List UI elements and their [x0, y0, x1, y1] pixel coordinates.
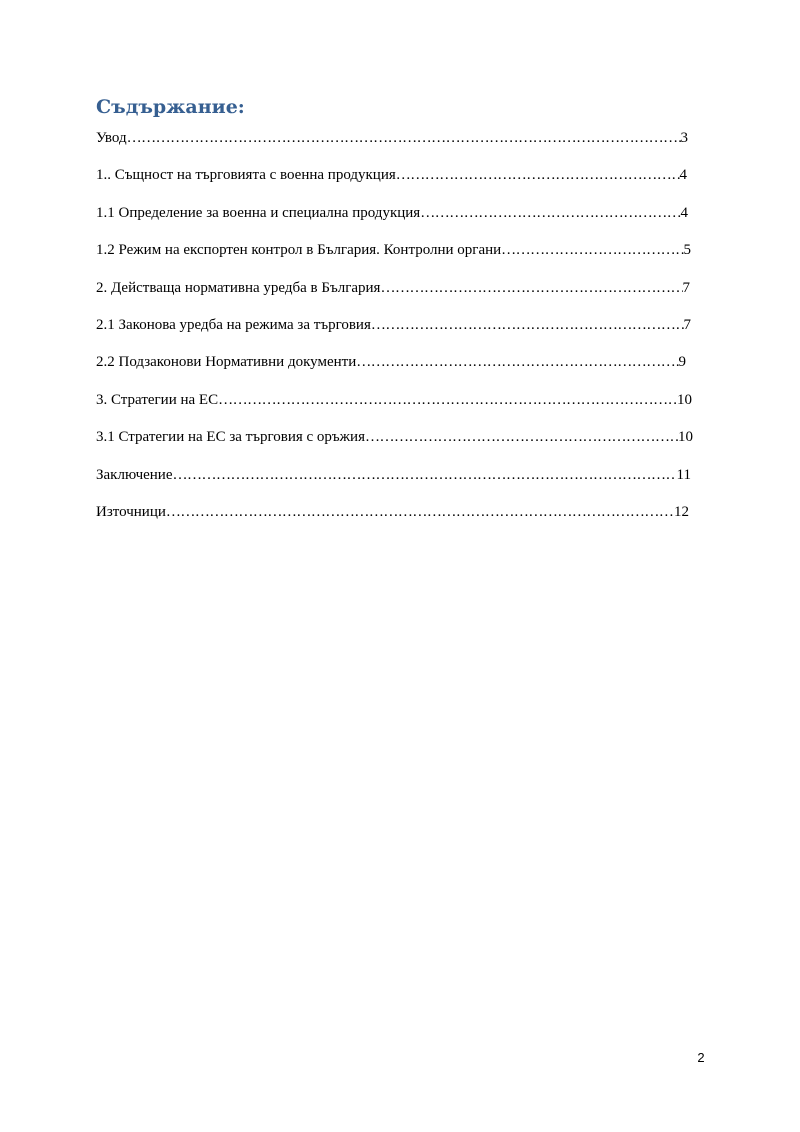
toc-entry-2[interactable]: [96, 278, 690, 298]
toc-entry-1-1[interactable]: [96, 203, 688, 223]
toc-dot-leader: [396, 165, 680, 185]
toc-entry-page: 9: [678, 354, 686, 371]
toc-dot-leader: [356, 352, 678, 372]
toc-entry-intro[interactable]: [96, 128, 688, 148]
toc-entry-label: 1.. Същност на търговията с военна продукция: [96, 167, 396, 184]
table-of-contents: [96, 128, 696, 539]
toc-dot-leader: [173, 465, 677, 485]
toc-entry-sources[interactable]: [96, 502, 689, 522]
toc-heading: Съдържание:: [96, 96, 245, 118]
toc-entry-page: 4: [679, 167, 687, 184]
toc-entry-page: 10: [678, 429, 693, 446]
toc-entry-label: Заключение: [96, 466, 173, 483]
toc-entry-1[interactable]: [96, 165, 687, 185]
toc-dot-leader: [371, 315, 684, 335]
toc-entry-label: 2.1 Законова уредба на режима за търговия: [96, 316, 371, 333]
page-number: 2: [697, 1050, 705, 1065]
toc-dot-leader: [420, 203, 680, 223]
toc-entry-label: Увод: [96, 130, 127, 146]
toc-entry-label: 3.1 Стратегии на ЕС за търговия с оръжия: [96, 429, 365, 446]
toc-entry-2-2[interactable]: [96, 352, 686, 372]
toc-entry-3[interactable]: [96, 390, 692, 410]
toc-entry-label: 1.1 Определение за военна и специална продукция: [96, 204, 421, 221]
toc-entry-page: 12: [674, 503, 689, 520]
toc-dot-leader: [166, 502, 674, 522]
toc-dot-leader: [127, 128, 681, 148]
toc-dot-leader: [365, 427, 678, 447]
toc-entry-3-1[interactable]: [96, 427, 693, 447]
toc-entry-page: 5: [683, 242, 691, 259]
toc-entry-1-2[interactable]: [96, 240, 691, 260]
toc-entry-label: 2. Действаща нормативна уредба в България: [96, 279, 381, 296]
toc-entry-page: 7: [683, 316, 691, 333]
toc-dot-leader: [380, 278, 682, 298]
toc-entry-label: 2.2 Подзаконови Нормативни документи: [96, 354, 357, 371]
toc-entry-2-1[interactable]: [96, 315, 691, 335]
toc-entry-label: 3. Стратегии на ЕС: [96, 391, 219, 408]
toc-entry-label: Източници: [96, 503, 166, 520]
toc-dot-leader: [501, 240, 683, 260]
toc-entry-conclusion[interactable]: [96, 465, 691, 485]
toc-entry-page: 10: [677, 391, 692, 408]
toc-entry-label: 1.2 Режим на експортен контрол в България. Контролни органи: [96, 242, 502, 259]
toc-entry-page: 7: [682, 279, 690, 296]
toc-dot-leader: [218, 390, 677, 410]
toc-entry-page: 3: [680, 130, 688, 146]
toc-entry-page: 4: [680, 204, 688, 221]
toc-entry-page: 11: [676, 466, 691, 483]
